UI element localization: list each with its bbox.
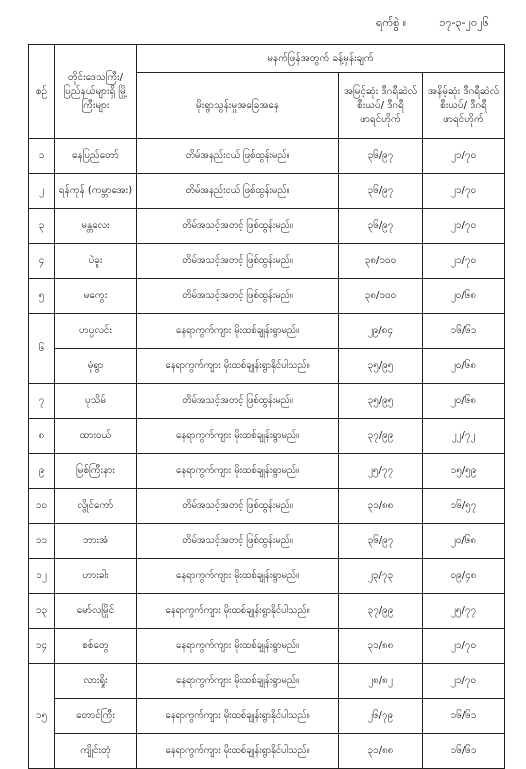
- weather-condition-cell: တိမ်အသင့်အတင့် ဖြစ်ထွန်းမည်။: [137, 384, 339, 419]
- max-temp-cell: ၃၅/၉၅: [339, 349, 423, 384]
- col-header-no: စဉ်: [29, 45, 55, 139]
- max-temp-cell: ၃၈/၁၀၀: [339, 244, 423, 279]
- table-row: [29, 594, 505, 629]
- city-cell: ပုသိမ်: [55, 384, 137, 419]
- row-number: ၁၀: [29, 489, 55, 524]
- weather-condition-cell: တိမ်အသင့်အတင့် ဖြစ်ထွန်းမည်။: [137, 279, 339, 314]
- table-row: [29, 454, 505, 489]
- max-temp-cell: ၃၆/၉၇: [339, 209, 423, 244]
- table-row: [29, 384, 505, 419]
- row-number: ၅: [29, 279, 55, 314]
- min-temp-cell: ၁၆/၆၁: [423, 314, 505, 349]
- row-number: ၁၁: [29, 524, 55, 559]
- min-temp-cell: ၁၆/၆၁: [423, 699, 505, 734]
- weather-condition-cell: နေရာကွက်ကျား မိုးထစ်ချုန်းရွာနိုင်ပါသည်။: [137, 734, 339, 769]
- min-temp-cell: ၂၀/၆၈: [423, 279, 505, 314]
- max-temp-cell: ၃၁/၈၈: [339, 489, 423, 524]
- col-header-max-temp: အမြင့်ဆုံး ဒီဂရီဆဲလ်စီးယပ်/ ဒီဂရီဖာရင်ဟိုက်: [339, 73, 423, 139]
- min-temp-cell: ၂၀/၆၈: [423, 524, 505, 559]
- min-temp-cell: ၁၅/၅၉: [423, 454, 505, 489]
- table-row: [29, 664, 505, 699]
- min-temp-cell: ၂၁/၇၀: [423, 209, 505, 244]
- row-number: ၂: [29, 174, 55, 209]
- table-row: [29, 174, 505, 209]
- row-number: ၆: [29, 314, 55, 384]
- row-number: ၉: [29, 454, 55, 489]
- table-body: [29, 139, 505, 769]
- col-header-city: တိုင်းဒေသကြီး/ ပြည်နယ်များရှိ မြို့ကြီးများ: [55, 45, 137, 139]
- weather-condition-cell: တိမ်အသင့်အတင့် ဖြစ်ထွန်းမည်။: [137, 489, 339, 524]
- table-row: [29, 349, 505, 384]
- min-temp-cell: ၂၁/၇၀: [423, 244, 505, 279]
- city-cell: လားရှိုး: [55, 664, 137, 699]
- row-number: ၈: [29, 419, 55, 454]
- table-row: [29, 699, 505, 734]
- city-cell: မော်လမြိုင်: [55, 594, 137, 629]
- city-cell: ဟားခါး: [55, 559, 137, 594]
- min-temp-cell: ၁၆/၆၁: [423, 734, 505, 769]
- col-header-min-temp: အနိမ့်ဆုံး ဒီဂရီဆဲလ်စီးယပ်/ ဒီဂရီဖာရင်ဟိုက်: [423, 73, 505, 139]
- max-temp-cell: ၂၃/၇၃: [339, 559, 423, 594]
- table-row: [29, 209, 505, 244]
- max-temp-cell: ၃၆/၉၇: [339, 139, 423, 174]
- max-temp-cell: ၃၁/၈၈: [339, 629, 423, 664]
- row-number: ၁၂: [29, 559, 55, 594]
- row-number: ၁: [29, 139, 55, 174]
- max-temp-cell: ၂၆/၇၉: [339, 699, 423, 734]
- weather-condition-cell: နေရာကွက်ကျား မိုးထစ်ချုန်းရွာနိုင်ပါသည်။: [137, 699, 339, 734]
- weather-condition-cell: နေရာကွက်ကျား မိုးထစ်ချုန်းရွာမည်။: [137, 559, 339, 594]
- max-temp-cell: ၂၉/၈၄: [339, 314, 423, 349]
- weather-condition-cell: တိမ်အနည်းငယ် ဖြစ်ထွန်းမည်။: [137, 139, 339, 174]
- min-temp-cell: ၂၂/၇၂: [423, 419, 505, 454]
- max-temp-cell: ၃၈/၁၀၀: [339, 279, 423, 314]
- table-row: [29, 524, 505, 559]
- weather-condition-cell: နေရာကွက်ကျား မိုးထစ်ချုန်းရွာမည်။: [137, 314, 339, 349]
- weather-condition-cell: တိမ်အသင့်အတင့် ဖြစ်ထွန်းမည်။: [137, 209, 339, 244]
- city-cell: မန္တလေး: [55, 209, 137, 244]
- weather-condition-cell: တိမ်အနည်းငယ် ဖြစ်ထွန်းမည်။: [137, 174, 339, 209]
- min-temp-cell: ၂၁/၇၀: [423, 629, 505, 664]
- city-cell: ဟပ္ပလင်း: [55, 314, 137, 349]
- table-row: [29, 314, 505, 349]
- col-header-forecast-group: မနက်ဖြန်အတွက် ခန့်မှန်းချက်: [137, 45, 505, 73]
- city-cell: ကျိုင်းတုံ: [55, 734, 137, 769]
- date-line: [376, 16, 489, 32]
- max-temp-cell: ၃၆/၉၇: [339, 174, 423, 209]
- city-cell: လွိုင်ကော်: [55, 489, 137, 524]
- table-row: [29, 734, 505, 769]
- city-cell: ပဲခူး: [55, 244, 137, 279]
- min-temp-cell: ၂၅/၇၇: [423, 594, 505, 629]
- row-number: ၁၅: [29, 664, 55, 769]
- city-cell: တောင်ကြီး: [55, 699, 137, 734]
- weather-condition-cell: နေရာကွက်ကျား မိုးထစ်ချုန်းရွာမည်။: [137, 419, 339, 454]
- row-number: ၃: [29, 209, 55, 244]
- table-row: [29, 559, 505, 594]
- city-cell: နေပြည်တော်: [55, 139, 137, 174]
- city-cell: စစ်တွေ: [55, 629, 137, 664]
- table-row: [29, 629, 505, 664]
- max-temp-cell: ၃၁/၈၈: [339, 734, 423, 769]
- table-row: [29, 419, 505, 454]
- forecast-table: [28, 44, 505, 769]
- max-temp-cell: ၂၈/၈၂: [339, 664, 423, 699]
- max-temp-cell: ၃၆/၉၇: [339, 524, 423, 559]
- min-temp-cell: ၁၆/၅၇: [423, 489, 505, 524]
- weather-condition-cell: တိမ်အသင့်အတင့် ဖြစ်ထွန်းမည်။: [137, 244, 339, 279]
- min-temp-cell: ၂၀/၆၈: [423, 349, 505, 384]
- weather-condition-cell: နေရာကွက်ကျား မိုးထစ်ချုန်းရွာနိုင်ပါသည်။: [137, 349, 339, 384]
- col-header-weather: မိုးရွာသွန်းမှုအခြေအနေ: [137, 73, 339, 139]
- min-temp-cell: ၂၁/၇၀: [423, 174, 505, 209]
- weather-condition-cell: တိမ်အသင့်အတင့် ဖြစ်ထွန်းမည်။: [137, 524, 339, 559]
- table-row: [29, 139, 505, 174]
- min-temp-cell: ၂၁/၇၀: [423, 664, 505, 699]
- city-cell: ရန်ကုန် (ကမ္ဘာအေး): [55, 174, 137, 209]
- row-number: ၇: [29, 384, 55, 419]
- min-temp-cell: ၂၁/၇၀: [423, 139, 505, 174]
- weather-condition-cell: နေရာကွက်ကျား မိုးထစ်ချုန်းရွာနိုင်ပါသည်။: [137, 594, 339, 629]
- city-cell: မကွေး: [55, 279, 137, 314]
- row-number: ၄: [29, 244, 55, 279]
- date-value: ၁၇-၃-၂၀၂၆: [439, 16, 489, 29]
- date-label: ရက်စွဲ ။: [376, 16, 407, 29]
- max-temp-cell: ၃၇/၉၉: [339, 594, 423, 629]
- table-row: [29, 279, 505, 314]
- weather-condition-cell: နေရာကွက်ကျား မိုးထစ်ချုန်းရွာမည်။: [137, 629, 339, 664]
- max-temp-cell: ၂၅/၇၇: [339, 454, 423, 489]
- table-row: [29, 489, 505, 524]
- max-temp-cell: ၃၅/၉၅: [339, 384, 423, 419]
- row-number: ၁၄: [29, 629, 55, 664]
- weather-condition-cell: နေရာကွက်ကျား မိုးထစ်ချုန်းရွာမည်။: [137, 664, 339, 699]
- city-cell: ထားဝယ်: [55, 419, 137, 454]
- min-temp-cell: ၂၀/၆၈: [423, 384, 505, 419]
- table-row: [29, 244, 505, 279]
- max-temp-cell: ၃၇/၉၉: [339, 419, 423, 454]
- city-cell: မြစ်ကြီးနား: [55, 454, 137, 489]
- city-cell: မုံရွာ: [55, 349, 137, 384]
- city-cell: ဘားအံ: [55, 524, 137, 559]
- row-number: ၁၃: [29, 594, 55, 629]
- weather-condition-cell: နေရာကွက်ကျား မိုးထစ်ချုန်းရွာမည်။: [137, 454, 339, 489]
- min-temp-cell: ၀၉/၄၈: [423, 559, 505, 594]
